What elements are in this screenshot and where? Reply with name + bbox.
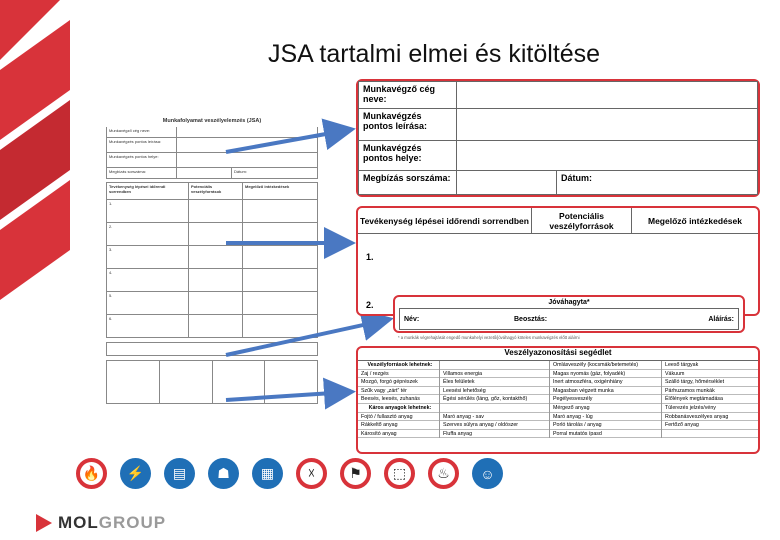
- hazard-item: Omlásveszély (kocsmák/betemetés): [550, 361, 661, 370]
- electrical-hazard-icon: ⚡: [120, 458, 151, 489]
- hazard-item: Éles felületek: [440, 378, 549, 387]
- harmful-subheader: Káros anyagok lehetnek:: [358, 404, 439, 413]
- description-label: Munkavégzés pontos leírása:: [359, 109, 457, 141]
- order-label: Megbízás sorszáma:: [359, 171, 457, 195]
- harmful-item: Maró anyag - lúg: [550, 413, 661, 422]
- jsa-form-thumbnail: [106, 118, 318, 426]
- harmful-item: Porló tárolás / anyag: [550, 421, 661, 430]
- hazard-item: Égési sérülés (láng, gőz, kontakthő): [440, 395, 549, 404]
- form-approval-row: [106, 342, 318, 356]
- hazard-item: Villamos energia: [440, 370, 549, 379]
- name-label: Név:: [404, 315, 420, 323]
- form-step-row: [106, 315, 318, 338]
- no-lifting-icon: ⬚: [384, 458, 415, 489]
- form-step-row: [106, 269, 318, 292]
- hazard-column: [662, 361, 758, 438]
- hazard-item: Párhuzamos munkák: [662, 387, 758, 396]
- no-pedestrian-icon: ⚑: [340, 458, 371, 489]
- permit-icon: ▤: [164, 458, 195, 489]
- mol-group-logo: [36, 513, 166, 533]
- hazard-title: Veszélyazonosítási segédlet: [358, 348, 758, 361]
- steps-header-col: Tevékenység lépései időrendi sorrendben: [358, 208, 532, 233]
- form-field: [177, 138, 317, 152]
- step-number: 4.: [107, 269, 189, 291]
- approval-note: * a munkák végrehajtását engedő munkahelyi vezető/jóváhagyó köteles munkavégzés előtt aláírni: [398, 335, 580, 340]
- hazard-item: Vákuum: [662, 370, 758, 379]
- form-field: [177, 127, 317, 137]
- step-number: 2.: [366, 300, 374, 310]
- harmful-item: Porral mutatós ípasd: [550, 430, 661, 439]
- harmful-item: Fluffa anyag: [440, 430, 549, 439]
- step-number: 6.: [107, 315, 189, 337]
- form-step-row: [106, 223, 318, 246]
- hazard-item: Élőlények megtámadása: [662, 395, 758, 404]
- hazard-item: Leeső tárgyak: [662, 361, 758, 370]
- approval-row: [399, 308, 739, 330]
- hazard-item: Mozgó, forgó géprészek: [358, 378, 439, 387]
- hazard-item: Túlerezés jelzés/vény: [662, 404, 758, 413]
- form-step-row: [106, 200, 318, 223]
- hazard-item: Fertőző anyag: [662, 421, 758, 430]
- logo-group: GROUP: [98, 513, 167, 532]
- hazard-column: [440, 361, 550, 438]
- hazard-item: Szűk vagy „zárt” tér: [358, 387, 439, 396]
- step-number: 5.: [107, 292, 189, 314]
- form-row: [106, 168, 318, 179]
- approval-title: Jóváhagyta*: [548, 299, 590, 306]
- position-label: Beosztás:: [514, 315, 548, 323]
- hazard-item: Beesés, leesés, zuhanás: [358, 395, 439, 404]
- description-field: [457, 109, 758, 141]
- form-row: [106, 138, 318, 153]
- step-number: 1.: [366, 252, 374, 262]
- harmful-item: Rákkeltő anyag: [358, 421, 439, 430]
- no-drinking-icon: ♨: [428, 458, 459, 489]
- hazard-column: [550, 361, 662, 438]
- form-header: Potenciális veszélyforrások: [189, 183, 243, 199]
- form-label: Munkavégzés pontos helye:: [107, 153, 177, 167]
- mandatory-info-icon: ☺: [472, 458, 503, 489]
- form-title: Munkafolyamat veszélyelemzés (JSA): [162, 118, 262, 124]
- hazard-column: [358, 361, 440, 438]
- hazards-header-col: Potenciális veszélyforrások: [532, 208, 632, 233]
- harmful-item: Maró anyag - sav: [440, 413, 549, 422]
- hazard-identification-box: [356, 346, 760, 454]
- form-step-row: [106, 292, 318, 315]
- hazard-item: Pegélyesveszély: [550, 395, 661, 404]
- form-row: [106, 127, 318, 138]
- date-calendar-icon: ▦: [252, 458, 283, 489]
- hazard-item: Leesési lehetőség: [440, 387, 549, 396]
- company-label: Munkavégző cég neve:: [359, 82, 457, 109]
- form-step-row: [106, 246, 318, 269]
- place-label: Munkavégzés pontos helye:: [359, 141, 457, 171]
- worker-icon: ☗: [208, 458, 239, 489]
- page-title: JSA tartalmi elmei és kitöltése: [268, 40, 601, 68]
- company-field: [457, 82, 758, 109]
- steps-header: [358, 208, 758, 234]
- form-header: Tevékenység lépései időrendi sorrendben: [107, 183, 189, 199]
- harmful-item: Károsító anyag: [358, 430, 439, 439]
- harmful-item: Fojtó / fullasztó anyag: [358, 413, 439, 422]
- form-header-row: [106, 182, 318, 200]
- company-info-table: [358, 81, 758, 195]
- hazard-item: Inert atmoszféra, oxigénhiány: [550, 378, 661, 387]
- form-header: Megelőző intézkedések: [245, 184, 290, 189]
- form-field: [177, 153, 317, 167]
- order-field: [457, 171, 557, 195]
- logo-mol: MOL: [58, 513, 99, 532]
- hazard-item: Zaj / rezgés: [358, 370, 439, 379]
- harmful-item: Mérgező anyag: [550, 404, 661, 413]
- form-label: Dátum:: [234, 169, 247, 174]
- hazard-subheader: Veszélyforrások lehetnek:: [358, 361, 439, 370]
- hazard-item: Szálló tárgy, hőmérséklet: [662, 378, 758, 387]
- measures-header-col: Megelőző intézkedések: [647, 215, 742, 226]
- logo-text: [58, 513, 166, 533]
- hazard-item: Robbanásveszélyes anyag: [662, 413, 758, 422]
- form-row: [106, 153, 318, 168]
- form-label: Munkavégzés pontos leírása:: [107, 138, 177, 152]
- hazard-item: Magas nyomás (gáz, folyadék): [550, 370, 661, 379]
- form-hazard-table: [106, 360, 318, 404]
- hazard-item: Magasban végzett munka: [550, 387, 661, 396]
- approval-box: [393, 295, 745, 333]
- step-number: 3.: [107, 246, 189, 268]
- no-entry-person-icon: ☓: [296, 458, 327, 489]
- form-field: [177, 168, 232, 178]
- signature-label: Aláírás:: [708, 315, 734, 323]
- date-label: Dátum:: [557, 171, 758, 195]
- company-info-box: [356, 79, 760, 197]
- safety-icons-row: [76, 458, 503, 489]
- logo-triangle-icon: [36, 514, 52, 532]
- no-fire-icon: 🔥: [76, 458, 107, 489]
- decorative-corner-pattern: [0, 0, 70, 300]
- step-number: 1.: [107, 200, 189, 222]
- harmful-item: Szerves súlyra anyag / oldószer: [440, 421, 549, 430]
- place-field: [457, 141, 758, 171]
- hazard-grid: [358, 361, 758, 438]
- step-number: 2.: [107, 223, 189, 245]
- form-label: Megbízás sorszáma:: [107, 168, 177, 178]
- form-label: Munkavégző cég neve:: [107, 127, 177, 137]
